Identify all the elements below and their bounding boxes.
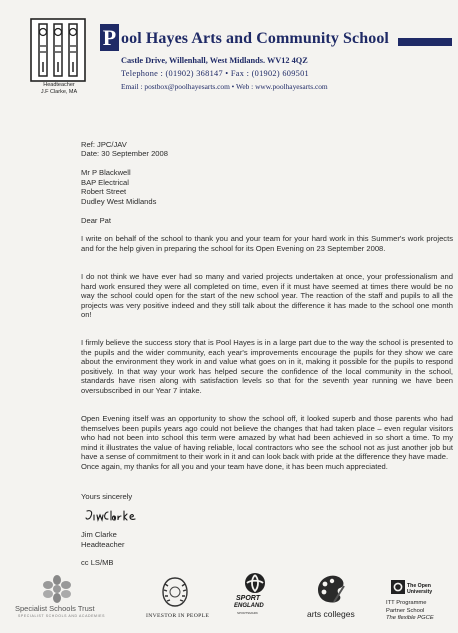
arts-colleges-label: arts colleges xyxy=(307,609,355,619)
open-university-logo xyxy=(391,580,405,594)
school-email-web: Email : postbox@poolhayesarts.com • Web : www.poolhayesarts.com xyxy=(121,82,328,91)
caption-title: Headteacher xyxy=(43,82,75,88)
cc-line: cc LS/MB xyxy=(81,558,114,567)
body-paragraph: I write on behalf of the school to thank you and your team for your hard work in this Summer's work projects and for the help given in preparing the school for its Open Evening on 23 September 2008. xyxy=(81,234,453,253)
specialist-schools-trust-logo xyxy=(40,575,74,603)
open-university-label-2: University xyxy=(407,589,433,595)
arts-colleges-logo xyxy=(314,572,348,606)
body-paragraph: Open Evening itself was an opportunity to show the school off, it looked superb and those parents who had themselves been pupils years ago could not believe the changes that had taken place – even regular visitors who had not been into school this term were amazed by what had been achieved in so short a time. To my mind it illustrates the value of having reliable, local contractors who see the school not as just another job but have a sense of commitment to their work in it and can look back with pride at the difference they have made. xyxy=(81,414,453,462)
specialist-schools-trust-label: Specialist Schools Trust xyxy=(15,604,95,613)
signatory-name: Jim Clarke xyxy=(81,530,117,539)
itt-line-3: The flexible PGCE xyxy=(386,615,434,621)
school-name-initial: P xyxy=(100,24,119,51)
reference-line: Ref: JPC/JAV xyxy=(81,140,127,149)
recipient-line: BAP Electrical xyxy=(81,177,129,187)
sport-england-label-3: SPORTSMARK xyxy=(237,611,258,615)
itt-line-1: ITT Programme xyxy=(386,600,427,606)
sport-england-label-2: ENGLAND xyxy=(234,603,264,609)
school-name: ool Hayes Arts and Community School xyxy=(121,30,389,47)
body-paragraph: I firmly believe the success story that is Pool Hayes is in a large part due to the way the school is presented to the pupils and the wider community, each year's improvements encourage the pupils for they show we care about the environment they work in and value what goes on in it, making it possible for the pupils to respond positively. In that way your work has helped secure the confidence of the local community in the school, standards have risen along with satisfaction levels so that for the seventh year running we have been oversubscribed in our Year 7 intake. xyxy=(81,338,453,395)
caption-name: J.F Clarke, MA xyxy=(40,89,78,95)
school-crest-logo xyxy=(30,18,86,82)
sport-england-logo xyxy=(240,571,270,595)
closing: Yours sincerely xyxy=(81,492,133,501)
salutation: Dear Pat xyxy=(81,216,111,225)
sport-england-label-1: SPORT xyxy=(236,595,260,602)
body-paragraph: Once again, my thanks for all you and your team have done, it has been much appreciated. xyxy=(81,462,388,471)
headteacher-caption xyxy=(22,82,96,96)
open-university-label-1: The Open xyxy=(407,583,431,589)
specialist-schools-subtitle: SPECIALIST SCHOOLS AND ACADEMIES xyxy=(18,614,106,618)
investor-in-people-label: INVESTOR IN PEOPLE xyxy=(146,613,210,619)
body-paragraph: I do not think we have ever had so many and varied projects undertaken at once, your professionalism and hard work ensured they were all completed on time, even if it must have seemed at times there would be no way the school could open for the start of the new school year. The reaction of the staff and pupils to all the projects was very positive indeed and they still talk about the difference it has made to the school one month on! xyxy=(81,272,453,320)
recipient-line: Robert Street xyxy=(81,187,127,196)
recipient-line: Mr P Blackwell xyxy=(81,168,131,177)
recipient-line: Dudley West Midlands xyxy=(81,196,157,206)
itt-partner-label xyxy=(386,600,434,623)
school-phone-fax: Telephone : (01902) 368147 • Fax : (01902) 609501 xyxy=(121,69,310,78)
itt-line-2: Partner School xyxy=(386,607,425,614)
signatory-title: Headteacher xyxy=(81,539,125,549)
school-address: Castle Drive, Willenhall, West Midlands. WV12 4QZ xyxy=(121,56,308,65)
date-line: Date: 30 September 2008 xyxy=(81,149,168,158)
letterhead-stripe xyxy=(398,38,452,46)
investor-in-people-logo xyxy=(160,574,190,610)
handwritten-signature xyxy=(84,508,146,522)
